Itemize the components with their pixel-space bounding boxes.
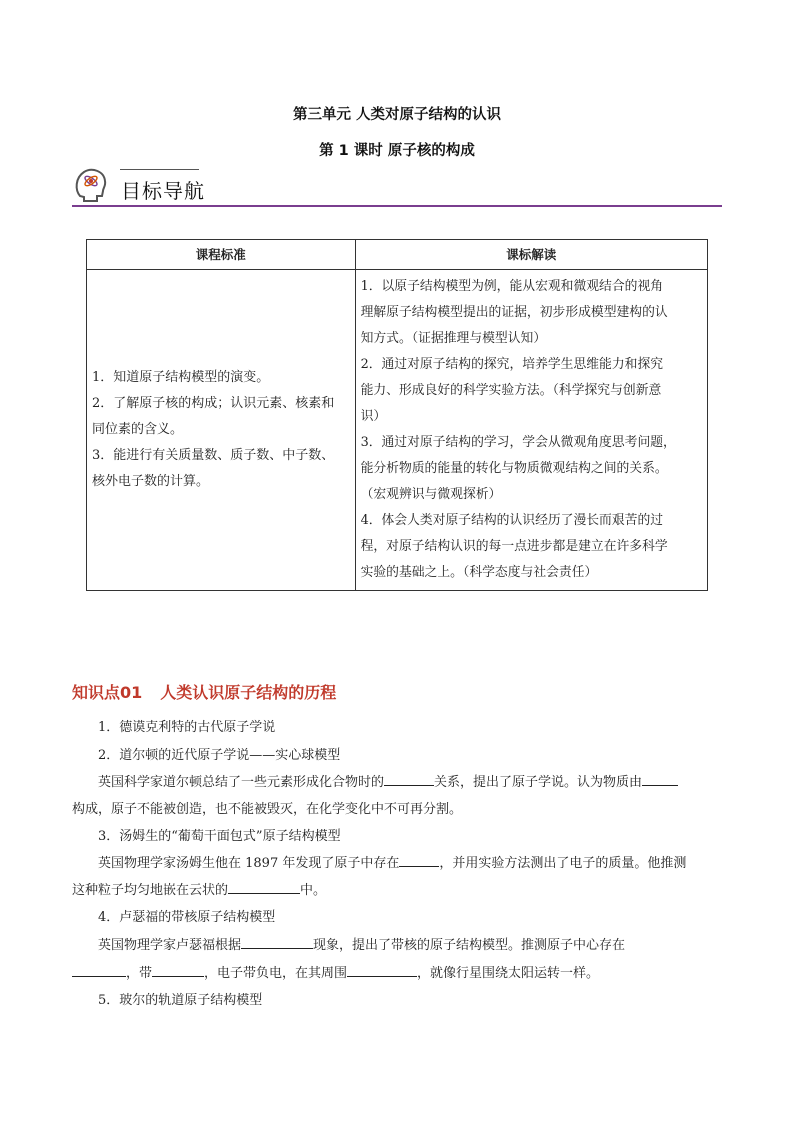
paragraph-rutherford-2: ，带 ，电子带负电，在其周围 ，就像行星围绕太阳运转一样。 bbox=[72, 962, 722, 981]
table-header-interpretation: 课标解读 bbox=[355, 240, 707, 270]
paragraph-thomson-1: 英国物理学家汤姆生他在 1897 年发现了原子中存在 ，并用实验方法测出了电子的质量。他推测 bbox=[72, 852, 748, 871]
fill-blank[interactable] bbox=[152, 963, 204, 977]
interpretation-line: 能分析物质的能量的转化与物质微观结构之间的关系。 bbox=[360, 461, 668, 476]
fill-blank[interactable] bbox=[642, 772, 678, 786]
item-dalton: 2．道尔顿的近代原子学说——实心球模型 bbox=[98, 748, 341, 763]
fill-blank[interactable] bbox=[241, 935, 313, 949]
interpretation-line: 知方式。（证据推理与模型认知） bbox=[360, 331, 547, 346]
paragraph-thomson-2: 这种粒子均匀地嵌在云状的 中。 bbox=[72, 879, 722, 898]
knowledge-point-label: 知识点01 bbox=[72, 683, 143, 702]
standard-line: 2．了解原子核的构成；认识元素、核素和 bbox=[92, 396, 335, 411]
fill-blank[interactable] bbox=[72, 963, 126, 977]
interpretation-line: 理解原子结构模型提出的证据，初步形成模型建构的认 bbox=[360, 305, 668, 320]
brain-atom-icon bbox=[72, 166, 110, 204]
standards-cell bbox=[87, 270, 356, 591]
banner-divider bbox=[72, 205, 722, 207]
standard-line: 3．能进行有关质量数、质子数、中子数、 bbox=[92, 448, 335, 463]
standard-line: 同位素的含义。 bbox=[92, 422, 184, 437]
lesson-title: 第 1 课时 原子核的构成 bbox=[319, 143, 475, 159]
interpretation-line: 3．通过对原子结构的学习，学会从微观角度思考问题， bbox=[360, 435, 676, 450]
interpretation-line: 4．体会人类对原子结构的认识经历了漫长而艰苦的过 bbox=[360, 513, 664, 528]
banner-title: 目标导航 bbox=[121, 179, 205, 203]
fill-blank[interactable] bbox=[384, 772, 434, 786]
knowledge-point-title: 人类认识原子结构的历程 bbox=[160, 683, 337, 702]
item-rutherford: 4．卢瑟福的带核原子结构模型 bbox=[98, 910, 276, 925]
banner-top-line bbox=[120, 169, 199, 170]
item-democritus: 1．德谟克利特的古代原子学说 bbox=[98, 720, 276, 735]
paragraph-dalton-1: 英国科学家道尔顿总结了一些元素形成化合物时的 关系，提出了原子学说。认为物质由 bbox=[72, 771, 748, 790]
interpretation-line: （宏观辨识与微观探析） bbox=[360, 487, 502, 502]
paragraph-dalton-2: 构成，原子不能被创造，也不能被毁灭，在化学变化中不可再分割。 bbox=[72, 802, 463, 817]
fill-blank[interactable] bbox=[228, 880, 300, 894]
table-header-standards: 课程标准 bbox=[87, 240, 356, 270]
knowledge-point-heading bbox=[72, 680, 354, 703]
paragraph-rutherford-1: 英国物理学家卢瑟福根据 现象，提出了带核的原子结构模型。推测原子中心存在 bbox=[72, 934, 748, 953]
fill-blank[interactable] bbox=[399, 853, 439, 867]
interpretation-line: 能力、形成良好的科学实验方法。（科学探究与创新意 bbox=[360, 383, 662, 398]
unit-title: 第三单元 人类对原子结构的认识 bbox=[292, 107, 502, 123]
interpretation-line: 实验的基础之上。（科学态度与社会责任） bbox=[360, 565, 598, 580]
standard-line: 核外电子数的计算。 bbox=[92, 474, 210, 489]
item-bohr: 5．玻尔的轨道原子结构模型 bbox=[98, 993, 263, 1008]
interpretation-line: 程，对原子结构认识的每一点进步都是建立在许多科学 bbox=[360, 539, 668, 554]
interpretation-line: 识） bbox=[360, 409, 387, 424]
interpretation-line: 2．通过对原子结构的探究，培养学生思维能力和探究 bbox=[360, 357, 664, 372]
item-thomson: 3．汤姆生的“葡萄干面包式”原子结构模型 bbox=[98, 829, 341, 844]
standards-table bbox=[86, 239, 708, 591]
fill-blank[interactable] bbox=[347, 963, 417, 977]
standard-line: 1．知道原子结构模型的演变。 bbox=[92, 370, 270, 385]
interpretation-line: 1．以原子结构模型为例，能从宏观和微观结合的视角 bbox=[360, 279, 664, 294]
interpretation-cell bbox=[355, 270, 707, 591]
